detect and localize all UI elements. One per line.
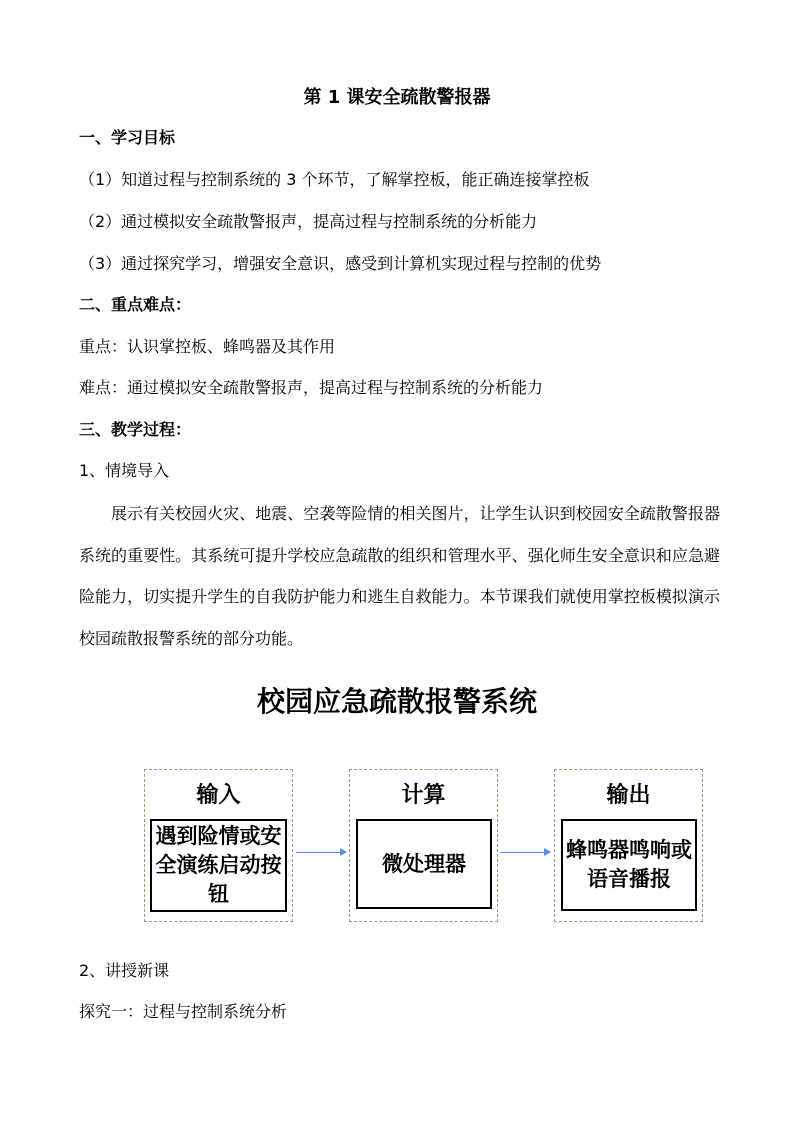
key-point-text: 重点：认识掌控板、蜂鸣器及其作用 <box>79 337 336 356</box>
stage-label-compute: 计算 <box>401 783 446 808</box>
section-heading-teaching-process: 三、教学过程： <box>79 420 192 439</box>
system-diagram <box>0 670 794 930</box>
stage-label-input: 输入 <box>196 783 241 808</box>
stage-output <box>554 769 703 922</box>
step-2-heading: 2、讲授新课 <box>79 961 170 980</box>
stage-box-compute: 微处理器 <box>356 819 492 909</box>
page-title: 第 1 课安全疏散警报器 <box>303 87 491 108</box>
stage-box-output: 蜂鸣器鸣响或语音播报 <box>561 819 697 911</box>
section-heading-objectives: 一、学习目标 <box>79 128 176 147</box>
section-heading-key-points: 二、重点难点： <box>79 295 192 314</box>
stage-input <box>144 769 293 922</box>
difficulty-text: 难点：通过模拟安全疏散警报声，提高过程与控制系统的分析能力 <box>79 378 544 397</box>
stage-label-output: 输出 <box>606 783 651 808</box>
intro-paragraph: 展示有关校园火灾、地震、空袭等险情的相关图片，让学生认识到校园安全疏散警报器系统的重要性。其系统可提升学校应急疏散的组织和管理水平、强化师生安全意识和应急避险能力，切实提升学生的自我防护能力和逃生自救能力。本节课我们就使用掌控板模拟演示校园疏散报警系统的部分功能。 <box>79 504 720 648</box>
objective-item-1: （1）知道过程与控制系统的 3 个环节，了解掌控板，能正确连接掌控板 <box>79 170 590 189</box>
diagram-title: 校园应急疏散报警系统 <box>256 685 537 718</box>
objective-item-3: （3）通过探究学习，增强安全意识，感受到计算机实现过程与控制的优势 <box>79 254 602 273</box>
arrow-compute-to-output <box>500 852 550 853</box>
objective-item-2: （2）通过模拟安全疏散警报声，提高过程与控制系统的分析能力 <box>79 212 538 231</box>
stage-compute <box>349 769 498 922</box>
stage-box-input: 遇到险情或安全演练启动按钮 <box>150 819 287 912</box>
step-1-heading: 1、情境导入 <box>79 461 170 480</box>
arrow-input-to-compute <box>296 852 346 853</box>
inquiry-1-heading: 探究一：过程与控制系统分析 <box>79 1002 288 1021</box>
